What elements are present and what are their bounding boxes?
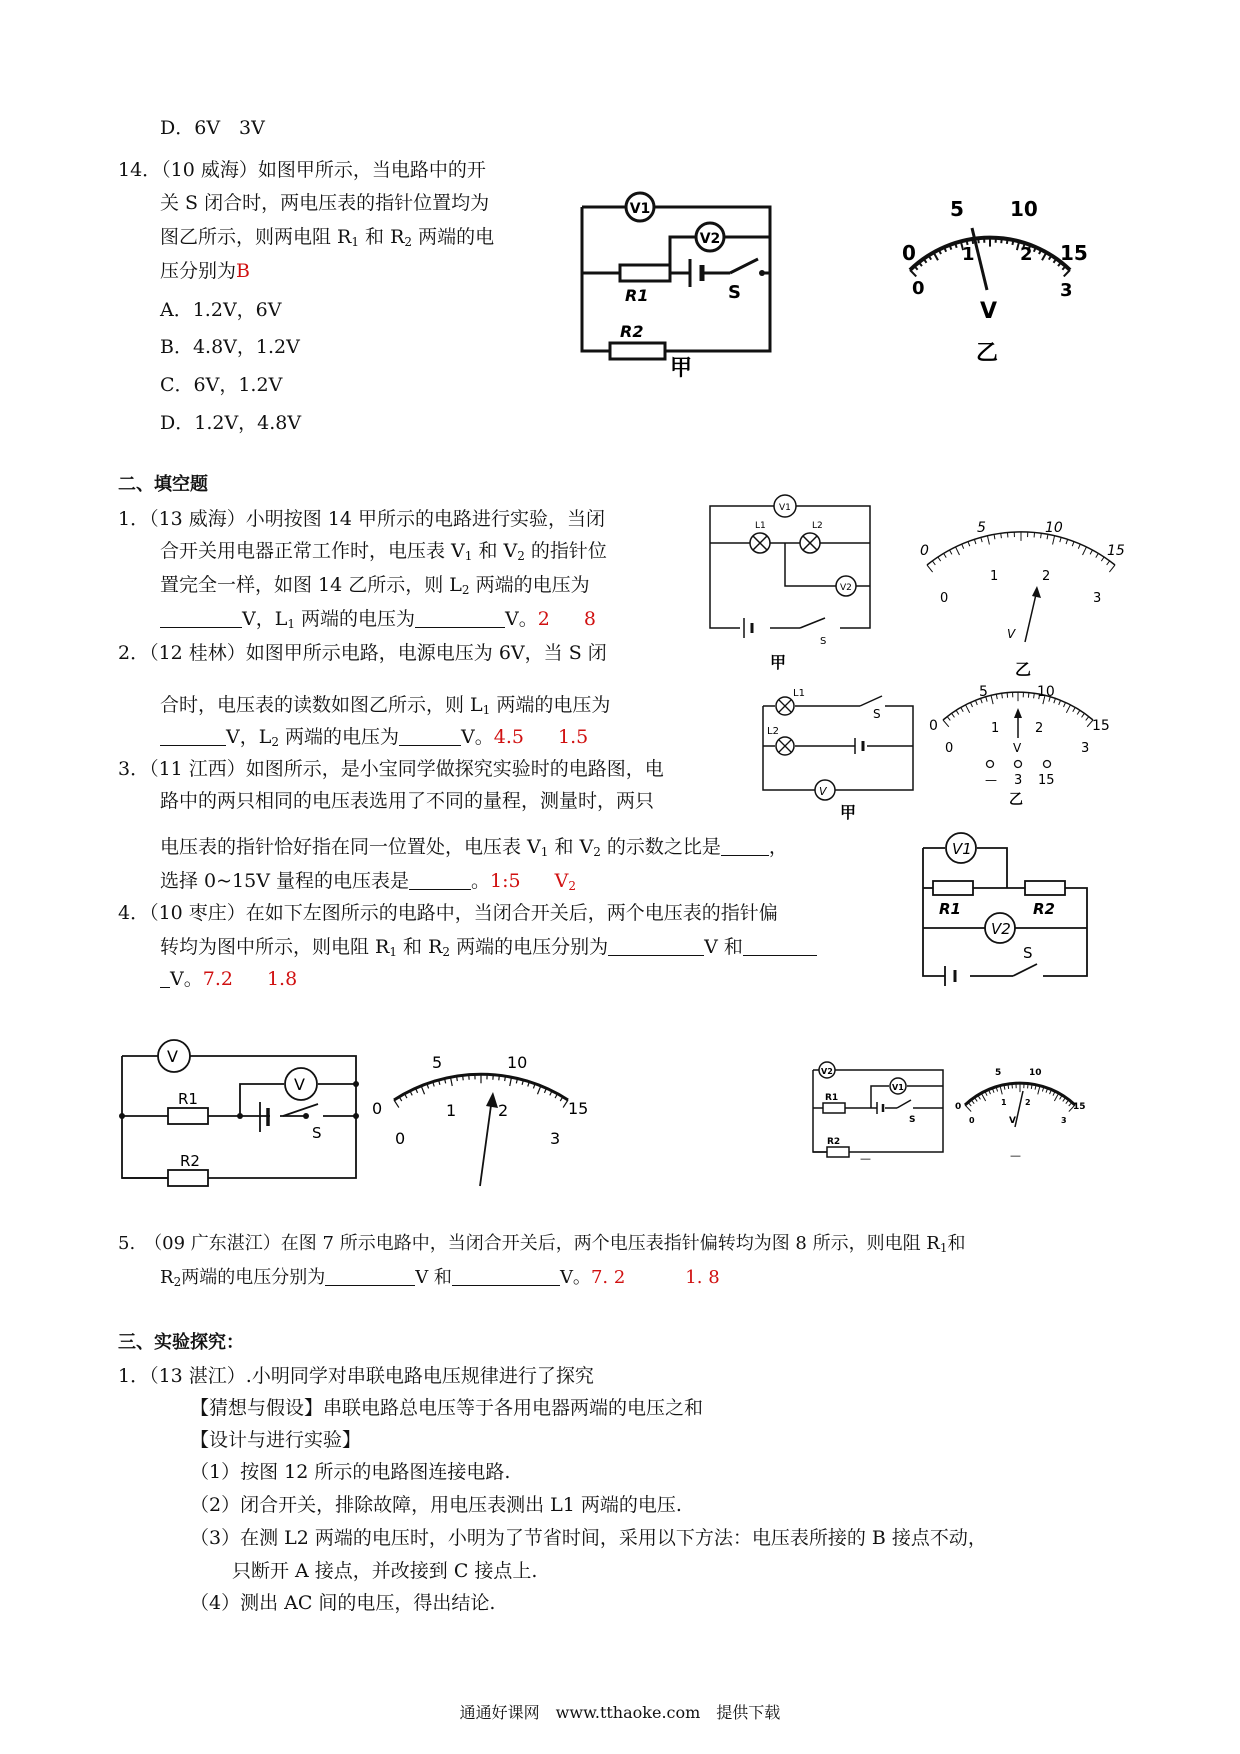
svg-text:10: 10: [1029, 1068, 1042, 1078]
svg-text:0: 0: [969, 1116, 975, 1125]
meter-tick: [1053, 536, 1055, 545]
meter-tick: [978, 238, 979, 243]
svg-text:—: —: [1010, 1149, 1021, 1162]
meter-tick: [1077, 710, 1080, 714]
svg-text:V: V: [980, 299, 998, 324]
svg-text:L2: L2: [767, 726, 779, 737]
f5-line1: 5. （09 广东湛江）在图 7 所示电路中，当闭合开关后，两个电压表指针偏转均为图 8 所示，则电阻 $R_1$和: [118, 1233, 966, 1255]
meter-tick: [1082, 713, 1085, 717]
f2-line3: V，$L_2$ 两端的电压为 V。4.5 1.5: [160, 724, 588, 750]
f1-line2: 合开关用电器正常工作时，电压表 $V_1$ 和 $V_2$ 的指针位: [160, 540, 607, 563]
svg-text:V: V: [294, 1075, 305, 1094]
svg-text:甲: 甲: [770, 653, 787, 672]
meter-tick: [1069, 1102, 1072, 1106]
q13-option-d: D．6V 3V: [160, 117, 265, 139]
svg-text:1: 1: [962, 244, 975, 265]
meter-tick: [421, 1086, 424, 1094]
q14-line2: 关 S 闭合时，两电压表的指针位置均为: [160, 192, 490, 214]
meter-tick: [910, 270, 916, 276]
svg-text:0: 0: [912, 278, 925, 299]
meter-tick: [966, 705, 970, 713]
meter-tick: [974, 539, 976, 544]
meter-tick: [1054, 1093, 1058, 1101]
meter-tick: [1090, 550, 1092, 554]
f2-ans1: 4.5: [493, 726, 524, 748]
meter-tick: [1063, 702, 1065, 707]
svg-text:S: S: [312, 1124, 322, 1142]
meter-tick: [952, 713, 955, 717]
svg-text:3: 3: [550, 1129, 561, 1148]
meter-tick: [457, 1076, 458, 1081]
meter-tick: [1034, 693, 1035, 698]
f4-circuit-left: [118, 1040, 368, 1190]
svg-text:0: 0: [372, 1099, 383, 1118]
svg-text:1: 1: [991, 721, 1000, 736]
meter-tick: [1007, 239, 1008, 244]
f4-line3: V。7.2 1.8: [160, 966, 297, 992]
meter-tick: [1002, 693, 1003, 698]
svg-text:V2: V2: [821, 1067, 833, 1076]
section2-title: 二、填空题: [118, 474, 208, 495]
meter-tick: [947, 717, 950, 721]
meter-tick: [1042, 252, 1046, 260]
svg-text:15: 15: [1038, 773, 1055, 788]
svg-text:0: 0: [902, 241, 916, 265]
meter-tick: [919, 262, 922, 266]
svg-text:10: 10: [507, 1053, 528, 1072]
meter-tick: [938, 557, 941, 561]
svg-text:2: 2: [1042, 569, 1051, 584]
svg-text:0: 0: [920, 543, 929, 559]
svg-text:2: 2: [498, 1101, 509, 1120]
svg-text:V2: V2: [840, 583, 852, 593]
q14-r1-label: R1: [625, 286, 649, 305]
svg-text:3: 3: [1014, 773, 1023, 788]
svg-text:R2: R2: [1033, 900, 1055, 918]
svg-text:甲: 甲: [840, 803, 857, 822]
meter-tick: [962, 544, 964, 549]
f4-circuit-right: [805, 1060, 955, 1165]
meter-tick: [970, 702, 972, 707]
meter-tick: [1066, 539, 1068, 544]
svg-text:V2: V2: [991, 920, 1011, 938]
svg-text:3: 3: [1081, 741, 1090, 756]
svg-text:3: 3: [1093, 591, 1102, 606]
meter-tick: [932, 561, 935, 565]
svg-text:V1: V1: [892, 1083, 904, 1092]
svg-text:5: 5: [979, 684, 988, 700]
q14-s-label: S: [728, 282, 741, 303]
meter-tick: [1062, 266, 1065, 270]
svg-text:15: 15: [1107, 543, 1125, 559]
meter-tick: [1066, 705, 1070, 713]
e1-line7: 只断开 A 接点，并改接到 C 接点上.: [232, 1560, 538, 1582]
q14-option-d: D．1.2V，4.8V: [160, 412, 302, 434]
meter-tick: [975, 700, 977, 705]
f3-circuit: [915, 828, 1095, 988]
svg-text:0: 0: [945, 741, 954, 756]
svg-text:10: 10: [1010, 197, 1038, 221]
f3-line2: 路中的两只相同的电压表选用了不同的量程，测量时，两只: [160, 790, 655, 812]
meter-tick: [1101, 557, 1104, 561]
svg-text:10: 10: [1045, 520, 1063, 536]
f5-line2: $R_2$两端的电压分别为 V 和 V。7. 2 1. 8: [160, 1267, 720, 1289]
f4-ans2: 1.8: [266, 968, 298, 990]
svg-text:15: 15: [1092, 718, 1110, 734]
meter-tick: [994, 534, 995, 539]
meter-tick: [1086, 717, 1089, 721]
e1-line8: （4）测出 AC 间的电压，得出结论.: [190, 1592, 496, 1614]
svg-text:V1: V1: [779, 503, 791, 513]
meter-tick: [956, 547, 960, 555]
page-footer: 通通好课网 www.tthaoke.com 提供下载: [459, 1703, 781, 1722]
f1-line4: V，$L_1$ 两端的电压为 V。2 8: [160, 606, 596, 632]
f2-meter: [925, 680, 1110, 808]
f2-circuit: [755, 688, 925, 822]
svg-text:15: 15: [568, 1099, 589, 1118]
svg-text:15: 15: [1073, 1102, 1086, 1112]
meter-tick: [987, 536, 989, 545]
svg-text:5: 5: [432, 1053, 443, 1072]
svg-text:R1: R1: [178, 1090, 198, 1108]
q14-option-b: B．4.8V，1.2V: [160, 336, 300, 358]
meter-tick: [1012, 240, 1013, 245]
f1-meter: [915, 520, 1130, 680]
meter-tick: [965, 1105, 971, 1112]
svg-text:V: V: [819, 785, 827, 798]
meter-tick: [1038, 1086, 1040, 1095]
meter-tick: [1001, 533, 1002, 538]
e1-line6: （3）在测 L2 两端的电压时，小明为了节省时间，采用以下方法：电压表所接的 B 接点不动，: [190, 1527, 987, 1549]
f3-line1: 3．（11 江西）如图所示，是小宝同学做探究实验时的电路图，电: [118, 758, 664, 780]
meter-tick: [950, 550, 952, 554]
svg-text:L2: L2: [812, 521, 823, 531]
meter-ticks: [394, 1074, 568, 1107]
f5-ans2: 1. 8: [685, 1267, 720, 1288]
f3-line3: 电压表的指针恰好指在同一位置处，电压表 $V_1$ 和 $V_2$ 的示数之比是 ，: [160, 836, 788, 859]
meter-tick: [510, 1077, 512, 1086]
svg-text:V: V: [167, 1047, 178, 1066]
q14-v2-label: V2: [699, 231, 721, 247]
svg-text:1: 1: [446, 1101, 457, 1120]
f1-ans2: 8: [583, 608, 596, 630]
meter-tick: [1107, 561, 1110, 565]
svg-text:2: 2: [1020, 244, 1033, 265]
meter-tick: [968, 1102, 971, 1106]
meter-tick: [1073, 707, 1075, 711]
svg-text:L1: L1: [793, 688, 805, 699]
meter-tick: [1041, 533, 1042, 538]
svg-text:S: S: [909, 1115, 916, 1125]
q14-jia-label: 甲: [670, 356, 693, 381]
q14-line1: 14．（10 威海）如图甲所示，当电路中的开: [118, 159, 486, 181]
f1-line1: 1．（13 威海）小明按图 14 甲所示的电路进行实验，当闭: [118, 508, 606, 530]
svg-text:L1: L1: [755, 521, 766, 531]
svg-text:0: 0: [940, 591, 949, 606]
meter-tick: [914, 266, 917, 270]
meter-tick: [927, 565, 933, 572]
svg-text:1: 1: [1001, 1098, 1007, 1107]
meter-tick: [1083, 547, 1087, 555]
meter-tick: [996, 694, 997, 699]
q14-circuit-jia: [570, 195, 790, 381]
meter-tick: [499, 1075, 500, 1080]
svg-text:—: —: [985, 773, 997, 787]
meter-tick: [981, 1093, 985, 1101]
svg-text:2: 2: [1025, 1098, 1031, 1107]
meter-tick: [537, 1086, 540, 1094]
f5-ans1: 7. 2: [590, 1267, 626, 1288]
q14-r2-label: R2: [620, 322, 644, 341]
svg-text:V: V: [1009, 1116, 1016, 1126]
meter-tick: [1001, 238, 1002, 243]
meter-tick: [981, 537, 982, 542]
e1-line1: 1．（13 湛江）.小明同学对串联电路电压规律进行了探究: [118, 1365, 594, 1387]
f3-line4: 选择 0~15V 量程的电压表是 。1:5 $V_2$: [160, 870, 576, 893]
e1-line4: （1）按图 12 所示的电路图连接电路.: [190, 1461, 511, 1483]
meter-tick: [1000, 1086, 1002, 1095]
section3-title: 三、实验探究：: [118, 1332, 244, 1353]
svg-text:0: 0: [395, 1129, 406, 1148]
f4-meter-right: [955, 1065, 1085, 1165]
f4-line1: 4．（10 枣庄）在如下左图所示的电路中，当闭合开关后，两个电压表的指针偏: [118, 902, 778, 924]
meter-tick: [463, 1075, 464, 1080]
svg-text:S: S: [820, 636, 827, 647]
meter-tick: [1096, 553, 1099, 557]
f3-ans1: 1:5: [490, 870, 521, 892]
meter-tick: [961, 707, 963, 711]
meter-tick: [451, 1077, 453, 1086]
e1-line2: 【猜想与假设】串联电路总电压等于各用电器两端的电压之和: [190, 1397, 704, 1419]
meter-tick: [1059, 700, 1061, 705]
svg-text:5: 5: [995, 1068, 1002, 1078]
svg-text:0: 0: [929, 718, 938, 734]
q14-meter-yi: [880, 190, 1100, 380]
meter-tick: [1060, 537, 1061, 542]
f4-line2: 转均为图中所示，则电阻 $R_1$ 和 $R_2$ 两端的电压分别为 V 和: [160, 934, 817, 960]
svg-text:V: V: [1013, 741, 1022, 755]
meter-tick: [1064, 270, 1070, 276]
svg-text:1: 1: [990, 569, 999, 584]
f2-line1: 2．（12 桂林）如图甲所示电路，电源电压为 6V，当 S 闭: [118, 642, 607, 664]
svg-text:3: 3: [1060, 280, 1073, 301]
meter-tick: [1072, 542, 1074, 547]
svg-text:2: 2: [1035, 721, 1044, 736]
svg-text:5: 5: [950, 197, 964, 221]
q14-yi-label: 乙: [976, 341, 999, 366]
f4-ans1: 7.2: [202, 968, 233, 990]
svg-text:3: 3: [1061, 1116, 1067, 1125]
f4-meter-left: [370, 1040, 600, 1190]
f2-ans2: 1.5: [557, 726, 589, 748]
meter-tick: [943, 720, 949, 727]
svg-text:R1: R1: [939, 900, 961, 918]
svg-text:R2: R2: [827, 1137, 841, 1147]
f3-ans2: V: [554, 870, 569, 892]
meter-tick: [934, 252, 938, 260]
svg-text:0: 0: [955, 1102, 962, 1112]
meter-tick: [968, 542, 970, 547]
meter-ticks: [910, 238, 1070, 277]
svg-text:V: V: [1007, 627, 1016, 641]
svg-text:S: S: [873, 707, 881, 721]
svg-text:5: 5: [977, 520, 986, 536]
q14-option-c: C．6V，1.2V: [160, 374, 283, 396]
meter-tick: [1028, 1084, 1029, 1089]
f2-line2: 合时，电压表的读数如图乙所示，则 $L_1$ 两端的电压为: [160, 694, 611, 717]
meter-tick: [394, 1100, 399, 1108]
svg-text:15: 15: [1060, 241, 1088, 265]
f1-ans1: 2: [537, 608, 550, 630]
svg-text:乙: 乙: [1015, 660, 1032, 679]
q14-line3: 图乙所示，则两电阻 $R_1$ 和 $R_2$ 两端的电: [160, 226, 495, 249]
f1-line3: 置完全一样，如图 14 乙所示，则 $L_2$ 两端的电压为: [160, 574, 590, 597]
svg-text:V1: V1: [952, 840, 972, 858]
meter-tick: [956, 710, 959, 714]
svg-text:R1: R1: [825, 1093, 839, 1103]
meter-tick: [944, 553, 947, 557]
meter-tick: [505, 1076, 506, 1081]
meter-tick: [1078, 544, 1080, 549]
svg-text:R2: R2: [180, 1152, 200, 1170]
meter-tick: [1012, 1084, 1013, 1089]
q14-v1-label: V1: [629, 201, 651, 217]
f1-circuit: [700, 498, 890, 673]
svg-text:—: —: [860, 1152, 871, 1165]
meter-tick: [991, 695, 993, 704]
meter-ticks: [927, 532, 1115, 572]
svg-text:乙: 乙: [1009, 792, 1023, 808]
e1-line3: 【设计与进行实验】: [190, 1429, 362, 1451]
meter-tick: [1109, 565, 1115, 572]
q14-line4: 压分别为B: [160, 260, 250, 282]
q14-answer: B: [236, 260, 250, 282]
svg-text:10: 10: [1037, 684, 1055, 700]
q14-option-a: A．1.2V，6V: [160, 299, 282, 321]
e1-line5: （2）闭合开关，排除故障，用电压表测出 L1 两端的电压.: [190, 1494, 682, 1516]
svg-text:S: S: [1023, 944, 1033, 962]
